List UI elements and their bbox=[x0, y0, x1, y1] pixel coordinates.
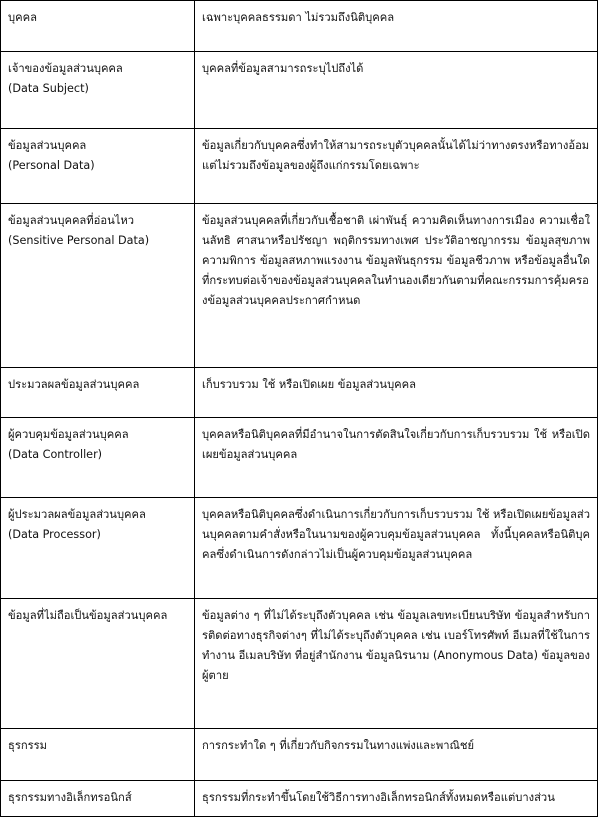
term-cell bbox=[1, 204, 195, 368]
definition-cell bbox=[195, 52, 598, 129]
definition-text: เก็บรวบรวม ใช้ หรือเปิดเผย ข้อมูลส่วนบุคคล bbox=[202, 378, 416, 391]
table-row bbox=[1, 418, 598, 498]
term-thai: ธุรกรรม bbox=[8, 739, 48, 752]
definition-text: ข้อมูลส่วนบุคคลที่เกี่ยวกับเชื้อชาติ เผ่าพันธุ์ ความคิดเห็นทางการเมือง ความเชื่อในลัทธิ ศาสนาหรือปรัชญา พฤติกรรมทางเพศ ประวัติอาชญากรรม ข้อมูลสุขภาพ ความพิการ ข้อมูลสหภาพแรงงาน ข้อมูลพันธุกรรม ข้อมูลชีวภาพ หรือข้อมูลอื่นใดที่กระทบต่อเจ้าของข้อมูลส่วนบุคคลในทำนองเดียวกันตามที่คณะกรรมการคุ้มครองข้อมูลส่วนบุคคลประกาศกำหนด bbox=[202, 214, 590, 307]
definition-text: บุคคลหรือนิติบุคคลที่มีอำนาจในการตัดสินใจเกี่ยวกับการเก็บรวบรวม ใช้ หรือเปิดเผยข้อมูลส่วนบุคคล bbox=[202, 428, 590, 461]
term-english: (Data Subject) bbox=[8, 82, 89, 95]
term-cell bbox=[1, 599, 195, 729]
definition-text: ข้อมูลต่าง ๆ ที่ไม่ได้ระบุถึงตัวบุคคล เช่น ข้อมูลเลขทะเบียนบริษัท ข้อมูลสำหรับการติดต่อทางธุรกิจต่างๆ ที่ไม่ได้ระบุถึงตัวบุคคล เช่น เบอร์โทรศัพท์ อีเมลที่ใช้ในการทำงาน อีเมลบริษัท ที่อยู่สำนักงาน ข้อมูลนิรนาม (Anonymous Data) ข้อมูลของผู้ตาย bbox=[202, 609, 590, 682]
table-row bbox=[1, 599, 598, 729]
term-english: (Personal Data) bbox=[8, 159, 95, 172]
term-cell bbox=[1, 729, 195, 781]
table-row bbox=[1, 52, 598, 129]
term-english: (Data Processor) bbox=[8, 528, 101, 541]
definition-cell bbox=[195, 418, 598, 498]
term-thai: เจ้าของข้อมูลส่วนบุคคล bbox=[8, 62, 123, 75]
definitions-table-body bbox=[1, 1, 598, 817]
term-thai: ข้อมูลที่ไม่ถือเป็นข้อมูลส่วนบุคคล bbox=[8, 609, 168, 622]
definition-cell bbox=[195, 204, 598, 368]
definition-cell bbox=[195, 599, 598, 729]
table-row bbox=[1, 729, 598, 781]
term-cell bbox=[1, 129, 195, 204]
term-english: (Sensitive Personal Data) bbox=[8, 234, 150, 247]
definition-text: เฉพาะบุคคลธรรมดา ไม่รวมถึงนิติบุคคล bbox=[202, 11, 395, 24]
term-cell bbox=[1, 498, 195, 599]
term-thai: ข้อมูลส่วนบุคคลที่อ่อนไหว bbox=[8, 214, 135, 227]
term-cell bbox=[1, 52, 195, 129]
definition-text: บุคคลที่ข้อมูลสามารถระบุไปถึงได้ bbox=[202, 62, 364, 75]
table-row bbox=[1, 498, 598, 599]
definition-cell bbox=[195, 1, 598, 52]
definition-cell bbox=[195, 729, 598, 781]
table-row bbox=[1, 368, 598, 418]
term-thai: ผู้ประมวลผลข้อมูลส่วนบุคคล bbox=[8, 508, 146, 521]
term-thai: ธุรกรรมทางอิเล็กทรอนิกส์ bbox=[8, 791, 132, 804]
definition-text: ธุรกรรมที่กระทำขึ้นโดยใช้วิธีการทางอิเล็กทรอนิกส์ทั้งหมดหรือแต่บางส่วน bbox=[202, 791, 555, 804]
term-cell bbox=[1, 418, 195, 498]
definition-cell bbox=[195, 781, 598, 817]
definition-cell bbox=[195, 129, 598, 204]
definition-text: บุคคลหรือนิติบุคคลซึ่งดำเนินการเกี่ยวกับการเก็บรวบรวม ใช้ หรือเปิดเผยข้อมูลส่วนบุคคลตามคำสั่งหรือในนามของผู้ควบคุมข้อมูลส่วนบุคคล ทั้งนี้บุคคลหรือนิติบุคคลซึ่งดำเนินการดังกล่าวไม่เป็นผู้ควบคุมข้อมูลส่วนบุคคล bbox=[202, 508, 590, 561]
term-english: (Data Controller) bbox=[8, 448, 103, 461]
term-cell bbox=[1, 368, 195, 418]
definition-text: การกระทำใด ๆ ที่เกี่ยวกับกิจกรรมในทางแพ่งและพาณิชย์ bbox=[202, 739, 475, 752]
term-thai: ผู้ควบคุมข้อมูลส่วนบุคคล bbox=[8, 428, 129, 441]
definition-cell bbox=[195, 498, 598, 599]
term-thai: บุคคล bbox=[8, 11, 37, 24]
definition-cell bbox=[195, 368, 598, 418]
table-row bbox=[1, 204, 598, 368]
table-row bbox=[1, 1, 598, 52]
term-thai: ประมวลผลข้อมูลส่วนบุคคล bbox=[8, 378, 140, 391]
table-row bbox=[1, 781, 598, 817]
term-cell bbox=[1, 1, 195, 52]
table-row bbox=[1, 129, 598, 204]
term-thai: ข้อมูลส่วนบุคคล bbox=[8, 139, 87, 152]
term-cell bbox=[1, 781, 195, 817]
definition-text: ข้อมูลเกี่ยวกับบุคคลซึ่งทำให้สามารถระบุตัวบุคคลนั้นได้ไม่ว่าทางตรงหรือทางอ้อม แต่ไม่รวมถึงข้อมูลของผู้ถึงแก่กรรมโดยเฉพาะ bbox=[202, 139, 590, 172]
